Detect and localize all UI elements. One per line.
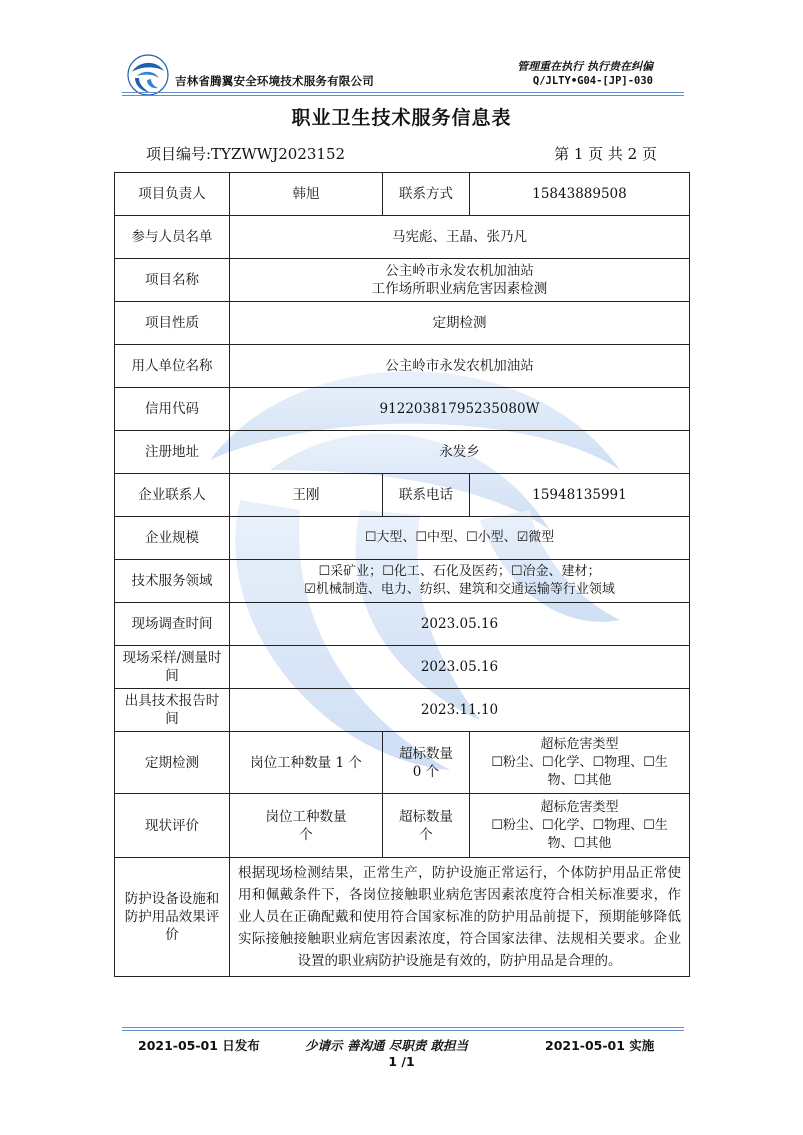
field-label: 项目负责人 (115, 173, 230, 216)
field-value: 2023.05.16 (230, 603, 690, 646)
field-value: 定期检测 (230, 302, 690, 345)
field-value: 2023.05.16 (230, 646, 690, 689)
page-info: 第 1 页 共 2 页 (554, 145, 657, 163)
table-row (115, 560, 690, 603)
field-label: 出具技术报告时间 (115, 689, 230, 732)
table-row (115, 732, 690, 794)
exceed-label: 超标数量 (399, 808, 453, 825)
exceed-label: 超标数量 (399, 745, 453, 762)
effective-date: 2021-05-01 实施 (545, 1038, 655, 1053)
field-label: 联系电话 (383, 474, 470, 517)
project-name-line: 公主岭市永发农机加油站 (385, 263, 534, 279)
table-row (115, 646, 690, 689)
header-motto: 管理重在执行 执行贵在纠偏 (517, 60, 653, 73)
field-value: 岗位工种数量 1 个 (230, 732, 383, 794)
exceed-count: 个 (419, 826, 433, 843)
project-number: 项目编号:TYZWWJ2023152 (146, 145, 346, 163)
hazard-type-line: 物、☐其他 (547, 772, 612, 788)
table-row (115, 302, 690, 345)
table-row (115, 794, 690, 858)
field-label: 技术服务领域 (115, 560, 230, 603)
header-rule (122, 92, 684, 93)
document-title: 职业卫生技术服务信息表 (291, 107, 512, 129)
field-label: 防护设备设施和防护用品效果评价 (115, 858, 230, 977)
field-value: 永发乡 (230, 431, 690, 474)
field-label: 企业联系人 (115, 474, 230, 517)
table-row (115, 388, 690, 431)
hazard-type-checkboxes (470, 732, 690, 794)
field-label: 现状评价 (115, 794, 230, 858)
field-value (383, 732, 470, 794)
field-label: 定期检测 (115, 732, 230, 794)
field-value (383, 794, 470, 858)
footer-rule (122, 1027, 684, 1028)
field-value: 15843889508 (470, 173, 690, 216)
header-rule (122, 95, 684, 96)
field-value: 91220381795235080W (230, 388, 690, 431)
field-label: 项目性质 (115, 302, 230, 345)
table-row (115, 689, 690, 732)
field-value: 韩旭 (230, 173, 383, 216)
document-code: Q/JLTY•G04-[JP]-030 (532, 75, 653, 87)
table-row (115, 474, 690, 517)
field-value: 公主岭市永发农机加油站 (230, 345, 690, 388)
posts-count: 个 (299, 826, 313, 843)
field-label: 项目名称 (115, 259, 230, 302)
service-field-checkboxes (230, 560, 690, 603)
table-row (115, 603, 690, 646)
field-value (230, 259, 690, 302)
hazard-type-line: 物、☐其他 (547, 835, 612, 851)
field-value: 王刚 (230, 474, 383, 517)
hazard-type-line: ☐粉尘、☐化学、☐物理、☐生 (491, 754, 668, 770)
protection-evaluation-text: 根据现场检测结果，正常生产，防护设施正常运行，个体防护用品正常使用和佩戴条件下，各岗位接触职业病危害因素浓度符合相关标准要求，作业人员在正确配戴和使用符合国家标准的防护用品前提下，预期能够降低实际接触接触职业病危害因素浓度，符合国家法律、法规相关要求。企业设置的职业病防护设施是有效的，防护用品是合理的。 (230, 858, 690, 977)
field-value: 马宪彪、王晶、张乃凡 (230, 216, 690, 259)
field-label: 参与人员名单 (115, 216, 230, 259)
field-label: 联系方式 (383, 173, 470, 216)
table-row (115, 858, 690, 977)
footer-slogan: 少请示 善沟通 尽职责 敢担当 (305, 1038, 469, 1053)
table-row (115, 259, 690, 302)
hazard-type-line: ☐粉尘、☐化学、☐物理、☐生 (491, 817, 668, 833)
field-value: 15948135991 (470, 474, 690, 517)
posts-label: 岗位工种数量 (265, 808, 347, 825)
service-field-line: ☑机械制造、电力、纺织、建筑和交通运输等行业领域 (304, 582, 615, 597)
project-name-line: 工作场所职业病危害因素检测 (371, 281, 548, 297)
issue-date: 2021-05-01 日发布 (138, 1038, 260, 1053)
field-label: 用人单位名称 (115, 345, 230, 388)
field-label: 现场采样/测量时间 (115, 646, 230, 689)
hazard-type-line: 超标危害类型 (540, 736, 619, 752)
service-info-table (114, 172, 690, 977)
table-row (115, 173, 690, 216)
field-label: 注册地址 (115, 431, 230, 474)
hazard-type-line: 超标危害类型 (540, 799, 619, 815)
page-number: 1 /1 (388, 1054, 415, 1069)
enterprise-scale-checkboxes: ☐大型、☐中型、☐小型、☑微型 (230, 517, 690, 560)
service-field-line: ☐采矿业；☐化工、石化及医药；☐冶金、建材； (318, 564, 601, 579)
field-label: 信用代码 (115, 388, 230, 431)
field-label: 现场调查时间 (115, 603, 230, 646)
hazard-type-checkboxes (470, 794, 690, 858)
footer-rule (122, 1030, 684, 1031)
field-label: 企业规模 (115, 517, 230, 560)
field-value: 2023.11.10 (230, 689, 690, 732)
company-logo-icon (127, 54, 169, 96)
exceed-count: 0 个 (412, 763, 440, 780)
table-row (115, 517, 690, 560)
table-row (115, 431, 690, 474)
company-name: 吉林省腾翼安全环境技术服务有限公司 (175, 74, 374, 88)
field-value (230, 794, 383, 858)
table-row (115, 216, 690, 259)
table-row (115, 345, 690, 388)
